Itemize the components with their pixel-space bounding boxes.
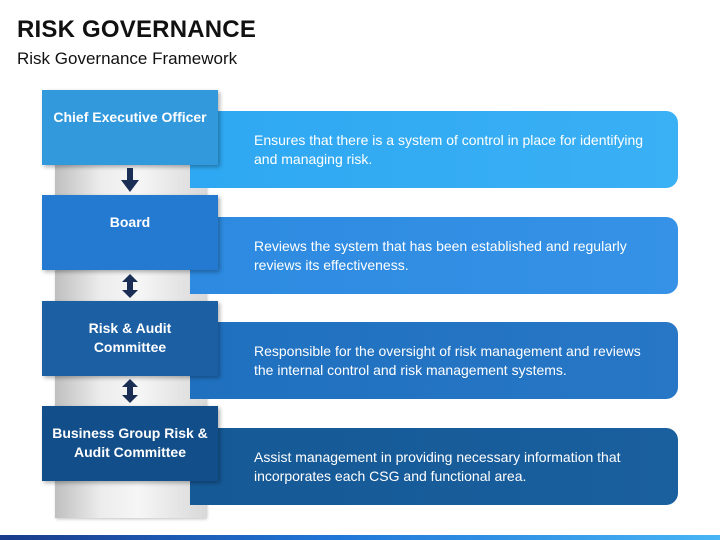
level-box-risk-audit bbox=[42, 301, 218, 376]
description-text: Reviews the system that has been established and regularly reviews its effectiveness. bbox=[254, 238, 627, 273]
level-label: Risk & Audit Committee bbox=[88, 320, 172, 355]
level-label: Chief Executive Officer bbox=[53, 109, 207, 125]
description-text: Assist management in providing necessary information that incorporates each CSG and functional area. bbox=[254, 449, 621, 484]
arrow-down-icon bbox=[118, 167, 142, 193]
description-panel-risk-audit bbox=[190, 322, 678, 399]
level-label: Business Group Risk & Audit Committee bbox=[52, 425, 208, 460]
double-arrow-icon bbox=[118, 378, 142, 404]
level-box-business-group bbox=[42, 406, 218, 481]
description-panel-ceo bbox=[190, 111, 678, 188]
description-panel-business-group bbox=[190, 428, 678, 505]
description-panel-board bbox=[190, 217, 678, 294]
double-arrow-icon bbox=[118, 273, 142, 299]
page-subtitle: Risk Governance Framework bbox=[17, 49, 238, 68]
footer-accent-bar bbox=[0, 535, 720, 540]
page-title: RISK GOVERNANCE bbox=[17, 16, 257, 43]
description-text: Responsible for the oversight of risk management and reviews the internal control and risk management systems. bbox=[254, 343, 641, 378]
level-box-board bbox=[42, 195, 218, 270]
description-text: Ensures that there is a system of control in place for identifying and managing risk. bbox=[254, 132, 644, 167]
level-label: Board bbox=[109, 214, 151, 230]
level-box-ceo bbox=[42, 90, 218, 165]
